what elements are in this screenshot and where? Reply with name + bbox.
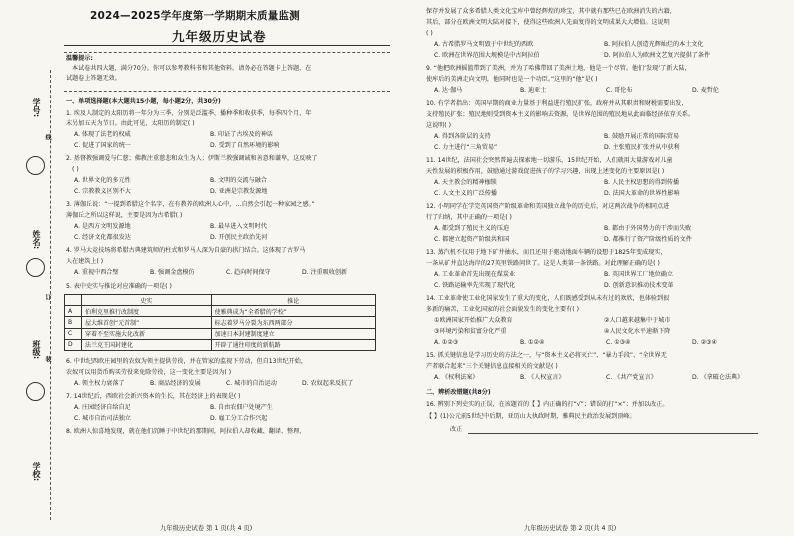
question-7-stem: 7. 14世纪后，西欧社会新兴资本的生长，其在经济上的表现是( ) bbox=[66, 393, 241, 400]
question-2-stem: ( ) bbox=[72, 166, 79, 173]
table-header: 推论 bbox=[211, 295, 375, 306]
class-label: 班级: bbox=[32, 340, 41, 360]
question-6-stem: 农奴可以用货币购买劳役来免除劳役，这一变化主要是因为( ) bbox=[66, 369, 232, 376]
q7-option-a[interactable]: A. 庄园经济自给自足 bbox=[74, 404, 131, 411]
q4-option-b[interactable]: B. 强调金盘模仿 bbox=[150, 269, 195, 276]
question-8-stem: 其后，部分在欧洲文明大陆对接下，使得这些欧洲人先面复得的文明成果大大增值。这说明 bbox=[426, 19, 670, 26]
binding-hole bbox=[26, 258, 45, 277]
q14-option-d[interactable]: D. ②③④ bbox=[692, 339, 717, 346]
q11-option-a[interactable]: A. 天主教会的精神枷锁 bbox=[434, 179, 497, 186]
q8-option-d[interactable]: D. 阿拉伯人为欧洲文艺复兴提供了条件 bbox=[604, 52, 711, 59]
table-row[interactable] bbox=[65, 317, 376, 328]
q8-option-a[interactable]: A. 古希腊罗马文明毁于中世纪的西欧 bbox=[434, 41, 534, 48]
table-corner bbox=[65, 295, 82, 306]
q3-option-b[interactable]: B. 最早进入文明时代 bbox=[210, 223, 267, 230]
binding-hole bbox=[26, 156, 45, 175]
table-cell: 屋大维首创“元首制” bbox=[82, 317, 212, 328]
q11-option-d[interactable]: D. 法国大革命的世界性影响 bbox=[604, 190, 680, 197]
q15-option-c[interactable]: C. 《共产党宣言》 bbox=[606, 374, 657, 381]
q9-option-b[interactable]: B. 迪亚士 bbox=[520, 87, 547, 94]
q15-option-d[interactable]: D. 《拿破仑法典》 bbox=[692, 374, 744, 381]
exam-title: 2024—2025学年度第一学期期末质量监测 bbox=[90, 10, 300, 22]
page-2-footer: 九年级历史试卷 第 2 页(共 4 页) bbox=[524, 525, 617, 532]
question-10-stem: 这说明( ) bbox=[426, 122, 451, 129]
question-11-stem: 11. 14世纪，法国社会突然普遍去探索地一切游乐，15世纪开始，人们就用大量游戏对儿童 bbox=[426, 157, 673, 164]
correction-input-line[interactable] bbox=[468, 433, 758, 434]
q2-option-d[interactable]: D. 亚洲是宗教发源地 bbox=[210, 188, 268, 195]
section-2-heading: 二、辨析改错题(共8分) bbox=[426, 389, 491, 396]
q10-option-d[interactable]: D. 主张殖民扩张并从中获利 bbox=[604, 144, 680, 151]
school-label: 学校: bbox=[32, 462, 41, 482]
question-4-stem: 人在建筑上( ) bbox=[66, 258, 104, 265]
table-cell: 法兰克王国封建化 bbox=[82, 339, 212, 350]
q7-option-b[interactable]: B. 自由农佃户处境产生 bbox=[210, 404, 273, 411]
q10-option-a[interactable]: A. 得到各阶层的支持 bbox=[434, 133, 491, 140]
q3-option-c[interactable]: C. 经济文化都很发达 bbox=[74, 234, 131, 241]
question-8-stem: 保存并发展了众多希腊人类文化宝库中曾经辉煌的珍宝，其中就有那些已在欧洲消失的古籍， bbox=[426, 8, 676, 15]
correction-label: 改正 bbox=[450, 426, 463, 433]
q3-option-a[interactable]: A. 是西方文明发源地 bbox=[74, 223, 131, 230]
q13-option-b[interactable]: B. 英国世界工厂地位确立 bbox=[604, 271, 673, 278]
q6-option-b[interactable]: B. 商品经济的发展 bbox=[150, 380, 201, 387]
line-marker: 装 bbox=[44, 356, 51, 362]
table-cell: 开辟了通往印度的新航路 bbox=[211, 339, 375, 350]
question-9-stem: 使库后的美洲走向文明，他同时也是一个功臣。”这里的“他”是( ) bbox=[426, 76, 598, 83]
q12-option-a[interactable]: A. 都受到了殖民主义的压迫 bbox=[434, 225, 509, 232]
question-3-stem: 薄伽丘之所以这样说，主要是因为古希腊( ) bbox=[66, 212, 183, 219]
q14-statement-4: ④人民文化水平速渐下降 bbox=[604, 328, 671, 335]
q14-statement-2: ②人口越来越集中于城市 bbox=[604, 317, 671, 324]
question-11-stem: 天性发展的积极作用，鼓励通过游戏促进孩子的学习兴趣，出现上述变化的主要原因是( ) bbox=[426, 168, 665, 175]
table-cell: 标志着罗马分裂为东西两部分 bbox=[211, 317, 375, 328]
question-15-stem: 产者联合起来”三个关键信息直接相关的文献是( ) bbox=[426, 363, 558, 370]
right-page bbox=[404, 0, 794, 536]
table-cell: 使雅典成为“全希腊的学校” bbox=[211, 306, 375, 317]
q11-option-c[interactable]: C. 人文主义的广泛传播 bbox=[434, 190, 497, 197]
table-cell: 伯利克里推行改制度 bbox=[82, 306, 212, 317]
exam-subtitle: 九年级历史试卷 bbox=[172, 29, 267, 44]
q4-option-c[interactable]: C. 趋向时间保守 bbox=[226, 269, 271, 276]
q14-option-c[interactable]: C. ①③④ bbox=[606, 339, 631, 346]
q14-option-a[interactable]: A. ①②③ bbox=[434, 339, 459, 346]
q14-option-b[interactable]: B. ①②④ bbox=[520, 339, 545, 346]
binding-hole bbox=[26, 382, 45, 401]
line-marker: 线 bbox=[44, 134, 51, 140]
question-4-stem: 4. 罗马大竞技场将希腊古典建筑师的柱式和罗马人深为自豪的拱门结合。这体现了古罗马 bbox=[66, 247, 306, 254]
q10-option-c[interactable]: C. 力主进行“三角贸易” bbox=[434, 144, 498, 151]
q7-option-d[interactable]: D. 雇工分工合作兴起 bbox=[210, 415, 268, 422]
q1-option-a[interactable]: A. 体现了法老的权威 bbox=[74, 131, 131, 138]
q3-option-d[interactable]: D. 开创民主政治先河 bbox=[210, 234, 268, 241]
question-1-stem: 末另加五天为节日。由此可见，太阳历的制定( ) bbox=[66, 120, 195, 127]
q11-option-b[interactable]: B. 人民主权思想的得到传播 bbox=[604, 179, 680, 186]
question-9-stem: 9. “他把欧洲摇篮带到了美洲，并为了哈佛带回了美洲土地，他是一个尽管。他们‘发现’了新大陆， bbox=[426, 65, 691, 72]
q8-option-c[interactable]: C. 欧洲在世界范围大规模是中古阿拉伯 bbox=[434, 52, 540, 59]
row-marker: B bbox=[65, 317, 82, 328]
question-2-stem: 2. 基督教强调爱与仁慈；佛教注重慈悲和众生为人；伊斯兰教强调诚和善意和谦卑，这反映了 bbox=[66, 155, 318, 162]
section-1-heading: 一、单项选择题(本大题共15小题，每小题2分，共30分) bbox=[66, 98, 221, 105]
q12-option-d[interactable]: D. 都推行了资产阶级性质的文件 bbox=[604, 236, 692, 243]
page-1-footer: 九年级历史试卷 第 1 页(共 4 页) bbox=[160, 525, 253, 532]
question-12-stem: 12. 小明同学在学完英国资产阶级革命和美国独立战争的历史后，对这两次战争的相同点进 bbox=[426, 203, 670, 210]
q5-table bbox=[64, 294, 376, 351]
q14-statement-3: ③环境污染和贫富分化严重 bbox=[434, 328, 507, 335]
question-14-stem: 多新的痛苦，工业化国家的社会面貌发生的变化主要有( ) bbox=[426, 306, 579, 313]
q6-option-c[interactable]: C. 城市的自治运动 bbox=[226, 380, 277, 387]
question-5-stem: 5. 表中史实与推论对应准确的一项是( ) bbox=[66, 283, 172, 290]
table-row[interactable] bbox=[65, 306, 376, 317]
q12-option-b[interactable]: B. 都由于外国势力的干涉而失败 bbox=[604, 225, 692, 232]
table-header: 史实 bbox=[82, 295, 212, 306]
q15-option-b[interactable]: B. 《人权宣言》 bbox=[520, 374, 565, 381]
q1-option-b[interactable]: B. 印证了古埃及的神话 bbox=[210, 131, 273, 138]
q13-option-d[interactable]: D. 创新意识推动技术变革 bbox=[604, 282, 674, 289]
line-marker: 订 bbox=[44, 294, 51, 300]
table-cell: 穿着不至实施大化改新 bbox=[82, 328, 212, 339]
table-row[interactable] bbox=[65, 339, 376, 350]
q9-option-c[interactable]: C. 哥伦布 bbox=[606, 87, 633, 94]
q4-option-a[interactable]: A. 重视中西合璧 bbox=[74, 269, 119, 276]
q7-option-c[interactable]: C. 城市自治司法独立 bbox=[74, 415, 131, 422]
q2-option-b[interactable]: B. 文明的交流与融合 bbox=[210, 177, 267, 184]
row-marker: D bbox=[65, 339, 82, 350]
q2-option-c[interactable]: C. 宗教教义区别不大 bbox=[74, 188, 131, 195]
q10-option-b[interactable]: B. 鼓励开展正常的国际贸易 bbox=[604, 133, 680, 140]
question-10-stem: 支持殖民扩张；殖民地则受到资本主义的影响去资源，是世界范围的殖民地从此面临经济依存关系。 bbox=[426, 111, 695, 118]
question-16-stem: 16. 辨别下列史实的正误，在该题首的【 】内正确的打“√”；错误的打“×”；并加以改正。 bbox=[426, 401, 669, 408]
question-1-stem: 1. 埃及人制定的太阳历将一年分为三季，分别是泛滥季、播种季和收获季，每季四个月，年 bbox=[66, 110, 312, 117]
student-id-label: 学号: bbox=[32, 98, 41, 118]
q2-option-a[interactable]: A. 世界文化的多元性 bbox=[74, 177, 131, 184]
question-15-stem: 15. 抓关键信息是学习历史的方法之一，与“资本主义必将灭亡”、“暴力手段”、“全世界无 bbox=[426, 352, 667, 359]
notice-heading: 温馨提示: bbox=[66, 55, 93, 62]
question-16-item[interactable]: 【 】(1)公元前5世纪中后期，亚历山大执政时期，雅典民主政治发展到顶峰。 bbox=[426, 413, 636, 420]
question-6-stem: 6. 中世纪西欧庄园里的农奴为领主提供劳役，并在管家的监视下劳动，但自13世纪开始， bbox=[66, 358, 307, 365]
question-10-stem: 10. 有学者指出：英国早期的商业力量基于利益进行殖民扩张，政府并从其职责和财税需要出发， bbox=[426, 100, 688, 107]
notice-line: 试题卷上答题无效。 bbox=[66, 75, 121, 82]
question-8-stem: 8. 欧洲人惊喜地发现，就在他们沉睡于中世纪的那期间，阿拉伯人却收藏、翻译、整理、 bbox=[66, 428, 306, 435]
student-name-label: 姓名: bbox=[32, 230, 41, 250]
question-8-stem: ( ) bbox=[426, 30, 433, 37]
question-13-stem: 13. 蒸汽机不仅用于地下矿井抽水，而且还用于驱动地面车辆的设想于1825年变成现实， bbox=[426, 249, 667, 256]
q6-option-d[interactable]: D. 农奴起来反抗了 bbox=[302, 380, 354, 387]
table-cell: 加速日本封建制度建立 bbox=[211, 328, 375, 339]
q4-option-d[interactable]: D. 注重吸收创新 bbox=[302, 269, 348, 276]
q6-option-a[interactable]: A. 领主权力衰落了 bbox=[74, 380, 125, 387]
question-14-stem: 14. 工业革命使工业化国家发生了重大的变化，人们既感受到从未有过的欢欣，也体验到很 bbox=[426, 295, 670, 302]
title-divider bbox=[64, 45, 390, 46]
q1-option-d[interactable]: D. 受到了自然环境的影响 bbox=[210, 142, 280, 149]
question-12-stem: 行了归纳，其中正确的一项是( ) bbox=[426, 214, 512, 221]
q8-option-b[interactable]: B. 阿拉伯人创造光辉灿烂的本土文化 bbox=[604, 41, 704, 48]
q15-option-a[interactable]: A. 《权利法案》 bbox=[434, 374, 479, 381]
row-marker: C bbox=[65, 328, 82, 339]
q9-option-d[interactable]: D. 麦哲伦 bbox=[692, 87, 719, 94]
q13-option-c[interactable]: C. 铁路运输率先实现了现代化 bbox=[434, 282, 516, 289]
table-row[interactable] bbox=[65, 328, 376, 339]
question-3-stem: 3. 薄伽丘说：“一提到希腊这个名字，在有教养的欧洲人心中，…自然会引起一种家园之感。” bbox=[66, 201, 315, 208]
question-13-stem: 一条从矿井直达海岸的27英里铁路问世了。这是人类第一条铁路。对此理解正确的是( ) bbox=[426, 260, 660, 267]
q1-option-c[interactable]: C. 促进了国家的统一 bbox=[74, 142, 131, 149]
q12-option-c[interactable]: C. 都建立起资产阶级共和国 bbox=[434, 236, 510, 243]
row-marker: A bbox=[65, 306, 82, 317]
q14-statement-1: ①欧洲国家开始推广大众教育 bbox=[434, 317, 513, 324]
q13-option-a[interactable]: A. 工业革命首先出现在煤炭业 bbox=[434, 271, 516, 278]
q9-option-a[interactable]: A. 达·伽马 bbox=[434, 87, 463, 94]
notice-line: 本试卷共四大题，满分70分。你可以参考教科书和其他资料。请务必在答题卡上答题，在 bbox=[72, 65, 312, 72]
